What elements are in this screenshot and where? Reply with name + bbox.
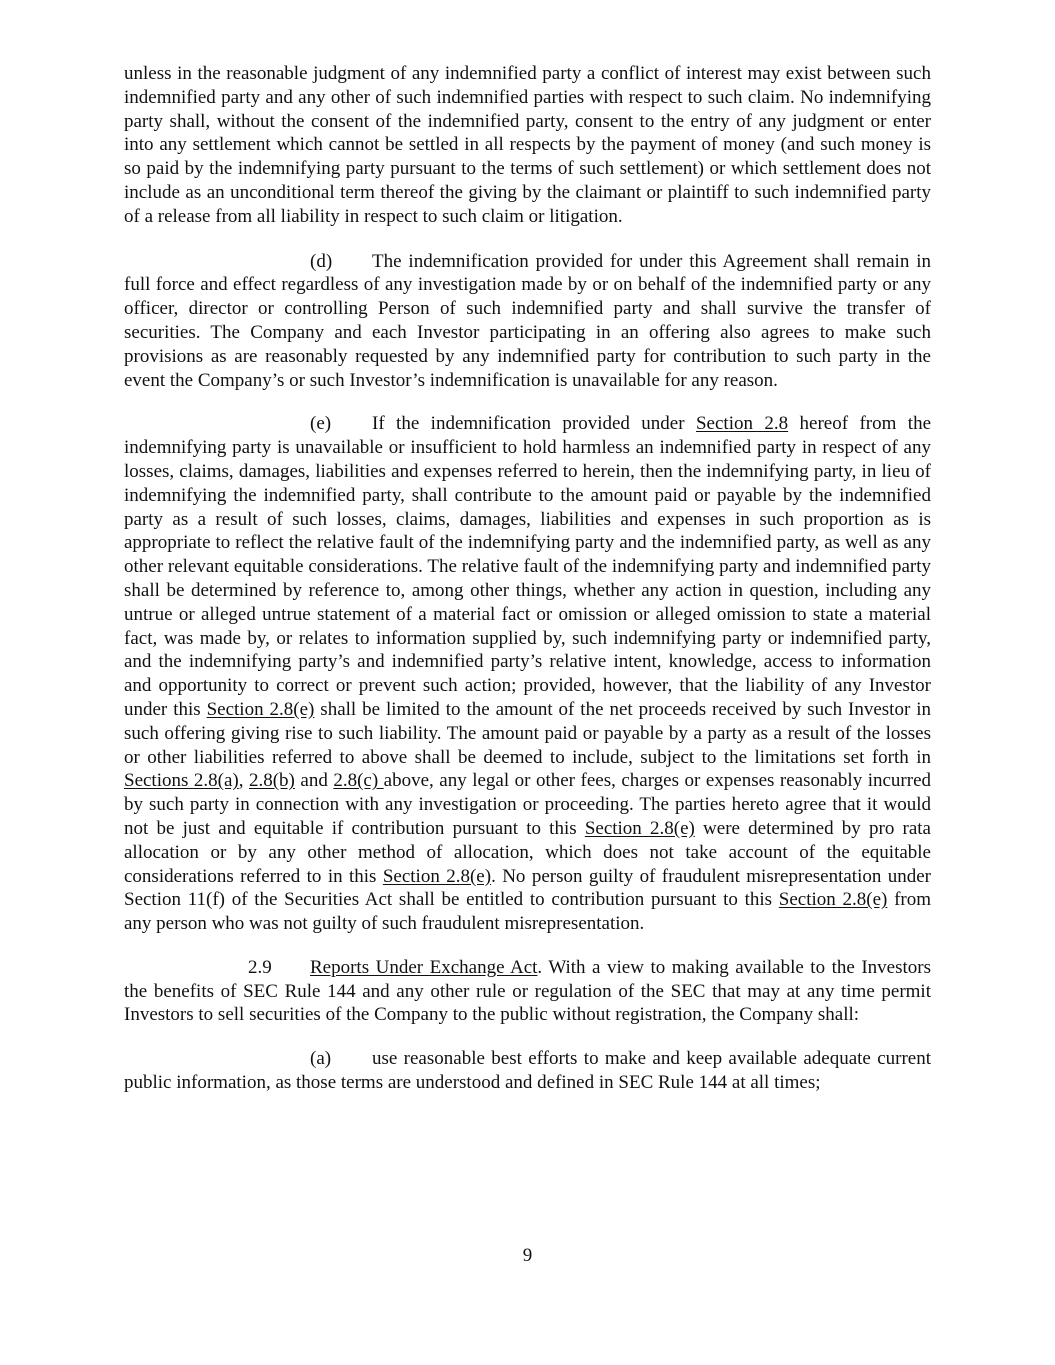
paragraph-e-text: shall be limited to the amount of the net proceeds received by such Investor in such offering giving rise to such liability. The amount paid or payable by a party as a result of the losses or other liabilities referred to above shall be deemed to include, subject to the limitations set forth in [124, 698, 931, 768]
paragraph-e-text: from any person who was not guilty of such fraudulent misrepresentation. [124, 889, 931, 935]
paragraph-e-text: If the indemnification provided under [372, 413, 696, 435]
section-2-9-number: 2.9 [248, 956, 272, 978]
document-body [124, 62, 931, 1115]
paragraph-d [124, 250, 931, 393]
paragraph-e-text: . No person guilty of fraudulent misrepresentation under Section 11(f) of the Securities Act shall be entitled to contribution pursuant to this [124, 865, 932, 911]
paragraph-e-text: and [294, 770, 334, 792]
section-2-9 [124, 956, 931, 1027]
paragraph-d-text: The indemnification provided for under this Agreement shall remain in full force and effect regardless of any investigation made by or on behalf of the indemnified party or any officer, director or controlling Person of such indemnified party and shall survive the transfer of securities. The Company and each Investor participating in an offering also agrees to make such provisions as are reasonably requested by any indemnified party for contribution to such party in the event the Company’s or such Investor’s indemnification is unavailable for any reason. [124, 250, 931, 391]
section-2-9-text: . With a view to making available to the Investors the benefits of SEC Rule 144 and any other rule or regulation of the SEC that may at any time permit Investors to sell securities of the Company to the public without registration, the Company shall: [124, 956, 931, 1026]
paragraph-e-text: above, any legal or other fees, charges or expenses reasonably incurred by such party in connection with any investigation or proceeding. The parties hereto agree that it would not be just and equitable if contribution pursuant to this [124, 770, 932, 839]
paragraph-c-continuation: unless in the reasonable judgment of any indemnified party a conflict of interest may exist between such indemnified party and any other of such indemnified parties with respect to such claim. No indemnifying party shall, without the consent of the indemnified party, consent to the entry of any judgment or enter into any settlement which cannot be settled in all respects by the payment of money (and such money is so paid by the indemnifying party pursuant to the terms of such settlement) or which settlement does not include as an unconditional term thereof the giving by the claimant or plaintiff to such indemnified party of a release from all liability in respect to such claim or litigation. [124, 63, 931, 227]
page-number: 9 [522, 1245, 533, 1266]
section-ref: Section 2.8(e) [584, 817, 695, 839]
paragraph-e-label: (e) [310, 413, 332, 435]
paragraph-e [124, 412, 931, 936]
section-ref: 2.8(c) [333, 770, 384, 792]
paragraph-e-text: , [238, 770, 249, 792]
section-ref: 2.8(b) [248, 770, 295, 792]
section-ref: Sections 2.8(a) [124, 770, 239, 792]
paragraph-e-text: hereof from the indemnifying party is unavailable or insufficient to hold harmless an indemnified party in respect of any losses, claims, damages, liabilities and expenses referred to herein, then the indemnifying party, in lieu of indemnifying the indemnified party, shall contribute to the amount paid or payable by the indemnified party as a result of such losses, claims, damages, liabilities and expenses in such proportion as is appropriate to reflect the relative fault of the indemnifying party and the indemnified party, as well as any other relevant equitable considerations. The relative fault of the indemnifying party and indemnified party shall be determined by reference to, among other things, whether any action in question, including any untrue or alleged untrue statement of a material fact or omission or alleged omission to state a material fact, was made by, or relates to information supplied by, such indemnifying party or indemnified party, and the indemnifying party’s and indemnified party’s relative intent, knowledge, access to information and opportunity to correct or prevent such action; provided, however, that the liability of any Investor under this [124, 413, 932, 720]
section-ref: Section 2.8 [695, 413, 789, 435]
section-ref: Section 2.8(e) [778, 889, 888, 911]
paragraph-a [124, 1047, 931, 1095]
section-ref: Section 2.8(e) [382, 865, 492, 887]
section-ref: Section 2.8(e) [206, 698, 315, 720]
paragraph-a-label: (a) [310, 1048, 332, 1070]
paragraph-d-label: (d) [310, 250, 333, 272]
paragraph-a-text: use reasonable best efforts to make and keep available adequate current public information, as those terms are understood and defined in SEC Rule 144 at all times; [124, 1048, 931, 1094]
section-2-9-heading: Reports Under Exchange Act [310, 956, 538, 978]
paragraph-e-text: were determined by pro rata allocation or by any other method of allocation, which does not take account of the equitable considerations referred to in this [124, 817, 931, 887]
